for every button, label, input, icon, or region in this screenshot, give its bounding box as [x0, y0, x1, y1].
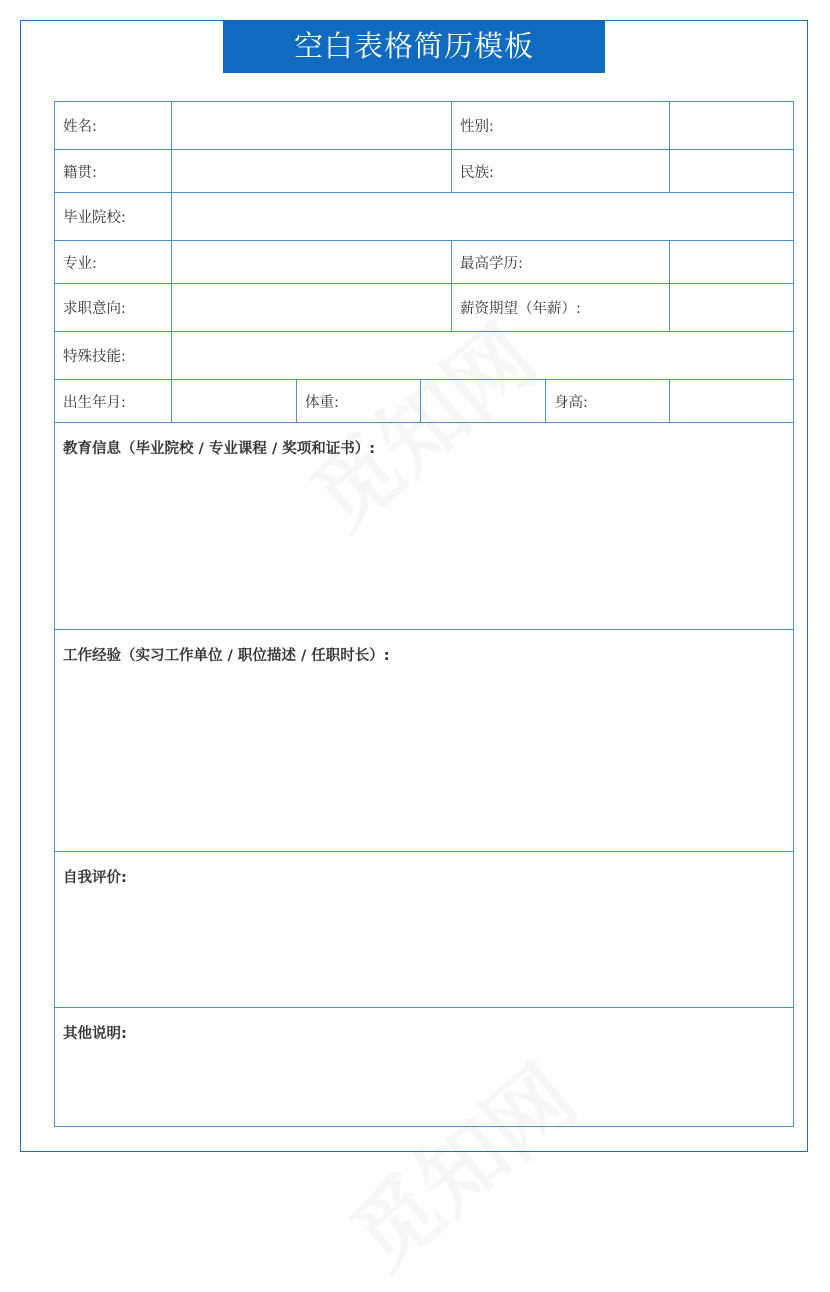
- native-place-field[interactable]: [172, 150, 452, 193]
- salary-field[interactable]: [670, 284, 794, 332]
- skills-field[interactable]: [172, 332, 794, 380]
- other-notes-section[interactable]: 其他说明:: [55, 1008, 794, 1127]
- major-label: 专业:: [55, 241, 172, 284]
- major-field[interactable]: [172, 241, 452, 284]
- resume-form: [54, 101, 794, 1127]
- job-intention-field[interactable]: [172, 284, 452, 332]
- skills-label: 特殊技能:: [55, 332, 172, 380]
- birth-label: 出生年月:: [55, 380, 172, 423]
- row-native-ethnicity: [55, 150, 794, 193]
- row-intention-salary: [55, 284, 794, 332]
- school-label: 毕业院校:: [55, 193, 172, 241]
- row-work-experience: [55, 630, 794, 852]
- row-education-info: [55, 423, 794, 630]
- ethnicity-field[interactable]: [670, 150, 794, 193]
- native-place-label: 籍贯:: [55, 150, 172, 193]
- resume-title: 空白表格简历模板: [223, 20, 605, 73]
- work-experience-section[interactable]: 工作经验（实习工作单位 / 职位描述 / 任职时长）:: [55, 630, 794, 852]
- education-field[interactable]: [670, 241, 794, 284]
- row-other-notes: [55, 1008, 794, 1127]
- gender-label: 性别:: [452, 102, 670, 150]
- ethnicity-label: 民族:: [452, 150, 670, 193]
- weight-field[interactable]: [421, 380, 546, 423]
- row-school: [55, 193, 794, 241]
- name-field[interactable]: [172, 102, 452, 150]
- row-self-evaluation: [55, 852, 794, 1008]
- row-skills: [55, 332, 794, 380]
- row-major-education: [55, 241, 794, 284]
- self-evaluation-section[interactable]: 自我评价:: [55, 852, 794, 1008]
- row-name-gender: [55, 102, 794, 150]
- row-birth-weight-height: [55, 380, 794, 423]
- birth-field[interactable]: [172, 380, 297, 423]
- job-intention-label: 求职意向:: [55, 284, 172, 332]
- height-field[interactable]: [670, 380, 794, 423]
- height-label: 身高:: [546, 380, 670, 423]
- salary-label: 薪资期望（年薪）:: [452, 284, 670, 332]
- gender-field[interactable]: [670, 102, 794, 150]
- weight-label: 体重:: [297, 380, 421, 423]
- school-field[interactable]: [172, 193, 794, 241]
- education-label: 最高学历:: [452, 241, 670, 284]
- name-label: 姓名:: [55, 102, 172, 150]
- education-info-section[interactable]: 教育信息（毕业院校 / 专业课程 / 奖项和证书）:: [55, 423, 794, 630]
